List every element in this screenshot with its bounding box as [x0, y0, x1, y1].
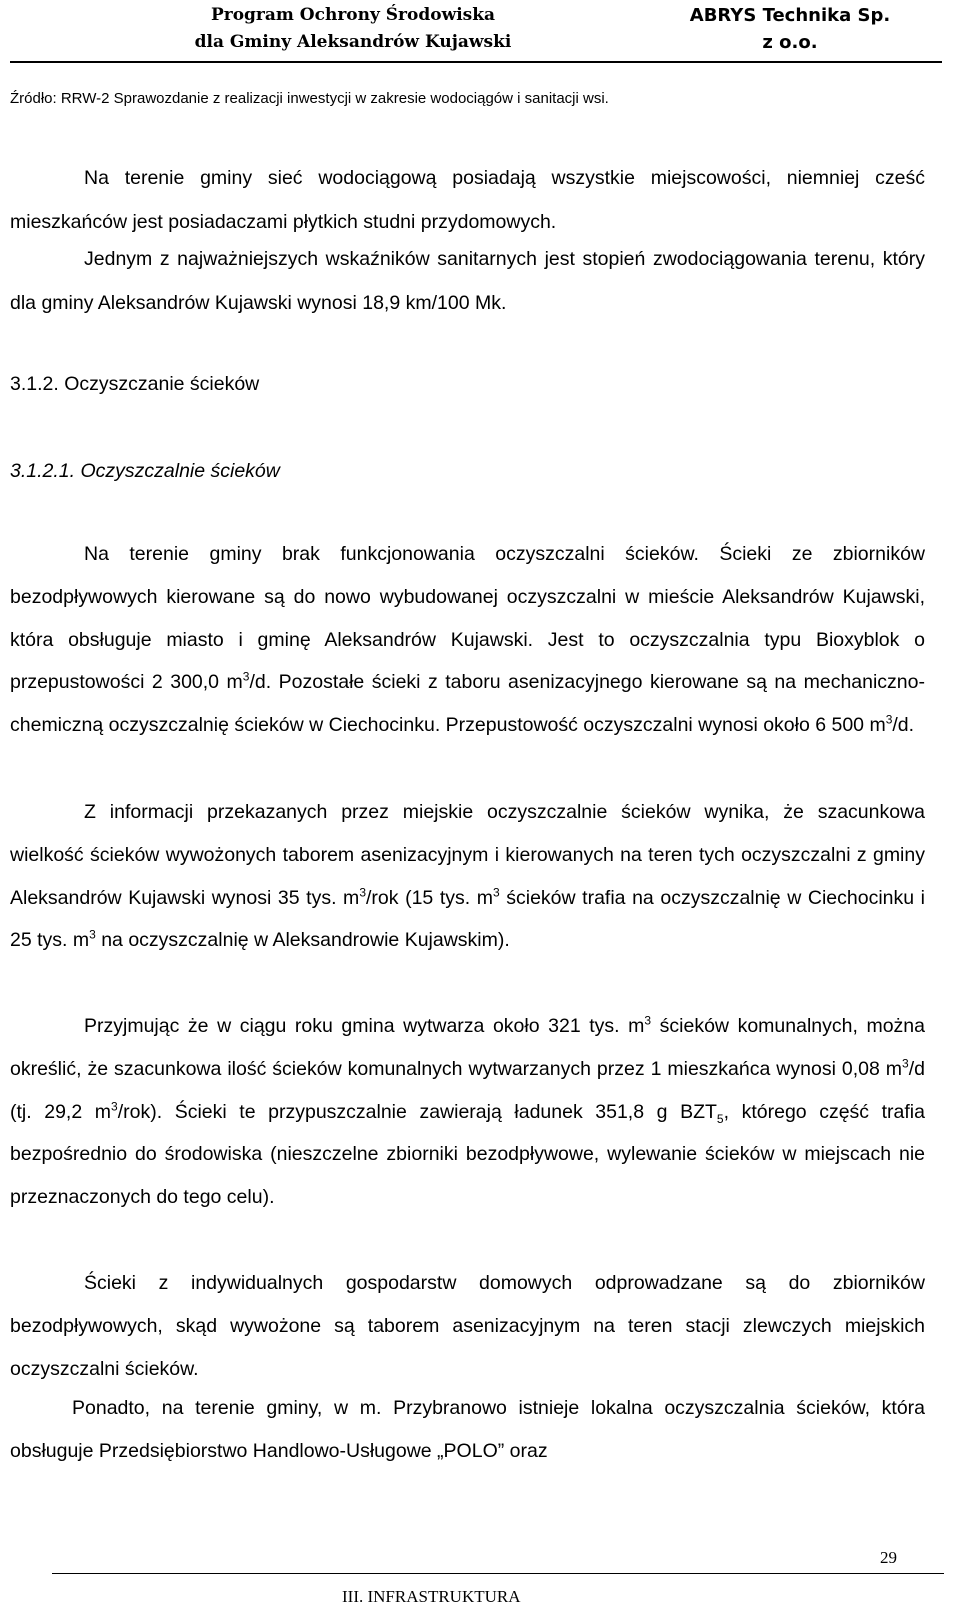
superscript: 3	[89, 927, 96, 942]
header-right-line2: z o.o.	[762, 32, 818, 53]
text-run: Przyjmując że w ciągu roku gmina wytwarza około 321 tys. m	[84, 1015, 645, 1037]
text-run: Na terenie gminy brak funkcjonowania oczyszczalni ścieków. Ścieki ze zbiorników bezodpływowych kierowane są do nowo wybudowanej oczyszczalni w mieście Aleksandrów Kujawski, która obsługuje miasto i gminę Aleksandrów Kujawski. Jest to oczyszczalnia typu Bioxyblok o przepustowości 2 300,0 m	[10, 543, 925, 694]
header-left-line1: Program Ochrony Środowiska	[210, 5, 496, 25]
superscript: 3	[242, 669, 250, 684]
superscript: 3	[902, 1056, 909, 1071]
header-program-title	[188, 2, 518, 56]
paragraph-sewage-transport	[10, 791, 925, 962]
paragraph-water-indicator: Jednym z najważniejszych wskaźników sanitarnych jest stopień zwodociągowania terenu, który dla gminy Aleksandrów Kujawski wynosi 18,9 km/100 Mk.	[10, 248, 925, 314]
paragraph-sewage-volume	[10, 1005, 925, 1219]
text-run: ścieków trafia na oczyszczalnię w Ciechocinku i 25 tys. m	[10, 886, 925, 952]
paragraph-local-plant: Ponadto, na terenie gminy, w m. Przybranowo istnieje lokalna oczyszczalnia ścieków, która obsługuje Przedsiębiorstwo Handlowo-Usługowe „POLO” oraz	[10, 1397, 925, 1462]
paragraph-treatment-plants	[10, 533, 925, 747]
footer-chapter: III. INFRASTRUKTURA	[342, 1587, 521, 1606]
paragraph-household-sewage: Ścieki z indywidualnych gospodarstw domowych odprowadzane są do zbiorników bezodpływowych, skąd wywożone są taborem asenizacyjnym na teren stacji zlewczych miejskich oczyszczalni ścieków.	[10, 1272, 925, 1380]
text-run: /d (tj. 29,2 m	[10, 1057, 925, 1123]
page-header	[0, 0, 960, 60]
superscript: 3	[885, 712, 893, 727]
superscript: 3	[644, 1013, 652, 1028]
text-run: Z informacji przekazanych przez miejskie oczyszczalnie ścieków wynika, że szacunkowa wielkość ścieków wywożonych taborem asenizacyjnym i kierowanych na teren tych oczyszczalni z gminy Aleksandrów Kujawski wynosi 35 tys. m	[10, 801, 925, 909]
paragraph-water-network: Na terenie gminy sieć wodociągową posiadają wszystkie miejscowości, niemniej cześć mieszkańców jest posiadaczami płytkich studni przydomowych.	[10, 167, 925, 233]
footer-divider	[52, 1573, 944, 1574]
text-run: ścieków komunalnych, można określić, że szacunkowa ilość ścieków komunalnych wytwarzanych przez 1 mieszkańca wynosi 0,08 m	[10, 1015, 925, 1080]
text-run: na oczyszczalnię w Aleksandrowie Kujawskim).	[95, 929, 510, 952]
text-run: , którego część trafia bezpośrednio do środowiska (nieszczelne zbiorniki bezodpływowe, wylewanie ścieków w miejscach nie przeznaczonych do tego celu).	[10, 1100, 925, 1209]
section-heading: 3.1.2. Oczyszczanie ścieków	[10, 373, 260, 395]
source-note: Źródło: RRW-2 Sprawozdanie z realizacji inwestycji w zakresie wodociągów i sanitacji wsi.	[10, 90, 609, 107]
text-run: /rok). Ścieki te przypuszczalnie zawierają ładunek 351,8 g BZT	[117, 1100, 717, 1123]
text-run: /d.	[892, 714, 915, 737]
header-left-line2: dla Gminy Aleksandrów Kujawski	[194, 32, 512, 52]
text-run: /rok (15 tys. m	[366, 886, 493, 909]
page-number: 29	[880, 1548, 897, 1567]
header-company	[655, 2, 925, 56]
header-divider	[10, 61, 942, 63]
header-right-line1: ABRYS Technika Sp.	[689, 5, 891, 26]
text-run: /d. Pozostałe ścieki z taboru asenizacyjnego kierowane są na mechaniczno-chemiczną oczyszczalnię ścieków w Ciechocinku. Przepustowość oczyszczalni wynosi około 6 500 m	[10, 671, 925, 737]
subsection-heading: 3.1.2.1. Oczyszczalnie ścieków	[10, 460, 280, 482]
subscript: 5	[716, 1111, 724, 1126]
superscript: 3	[492, 885, 500, 900]
superscript: 3	[111, 1099, 118, 1114]
superscript: 3	[359, 885, 366, 900]
